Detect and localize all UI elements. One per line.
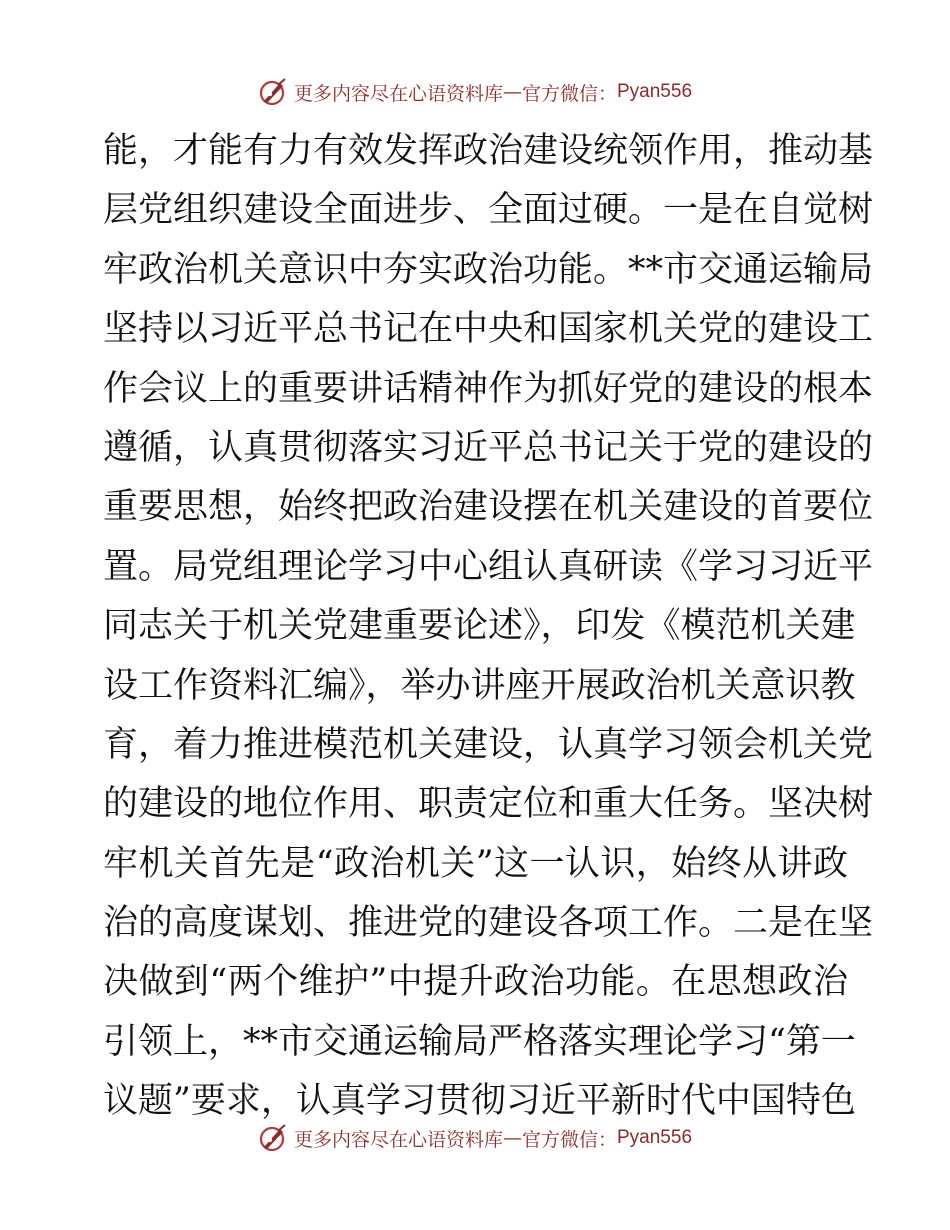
body-line: 坚持以习近平总书记在中央和国家机关党的建设工	[103, 309, 874, 350]
watermark-separator: —	[502, 1127, 522, 1149]
watermark-site-text: 更多内容尽在心语资料库	[293, 1128, 503, 1151]
watermark-wechat-id: Pyan556	[617, 1127, 693, 1148]
footer-watermark	[0, 1118, 950, 1158]
body-line: 置。局党组理论学习中心组认真研读《学习习近平	[103, 546, 874, 587]
body-line: 引领上，**市交通运输局严格落实理论学习“第一	[103, 1021, 856, 1062]
body-line: 育，着力推进模范机关建设，认真学习领会机关党	[103, 724, 874, 765]
document-body	[103, 122, 874, 1132]
pen-circle-logo-icon	[258, 77, 288, 107]
body-line: 能，才能有力有效发挥政治建设统领作用，推动基	[103, 131, 874, 171]
body-line: 遵循，认真贯彻落实习近平总书记关于党的建设的	[103, 427, 874, 468]
body-line: 治的高度谋划、推进党的建设各项工作。二是在坚	[103, 903, 874, 944]
body-line: 作会议上的重要讲话精神作为抓好党的建设的根本	[103, 368, 874, 409]
body-line: 决做到“两个维护”中提升政治功能。在思想政治	[103, 962, 848, 1003]
body-line: 同志关于机关党建重要论述》，印发《模范机关建	[103, 606, 856, 647]
body-line: 设工作资料汇编》，举办讲座开展政治机关意识教	[103, 665, 856, 706]
watermark-wechat-label: 官方微信：	[521, 82, 617, 105]
body-line: 重要思想，始终把政治建设摆在机关建设的首要位	[103, 487, 874, 528]
watermark-site-text: 更多内容尽在心语资料库	[293, 82, 503, 105]
body-line: 牢政治机关意识中夯实政治功能。**市交通运输局	[103, 249, 874, 290]
pen-circle-logo-icon	[258, 1123, 288, 1153]
watermark-wechat-label: 官方微信：	[521, 1128, 617, 1151]
body-line: 层党组织建设全面进步、全面过硬。一是在自觉树	[103, 190, 874, 231]
header-watermark	[0, 72, 950, 112]
body-line: 牢机关首先是“政治机关”这一认识，始终从讲政	[103, 843, 848, 884]
watermark-wechat-id: Pyan556	[617, 81, 693, 102]
watermark-separator: —	[502, 81, 522, 103]
body-line: 的建设的地位作用、职责定位和重大任务。坚决树	[103, 784, 874, 825]
body-line: 议题”要求，认真学习贯彻习近平新时代中国特色	[103, 1081, 856, 1122]
